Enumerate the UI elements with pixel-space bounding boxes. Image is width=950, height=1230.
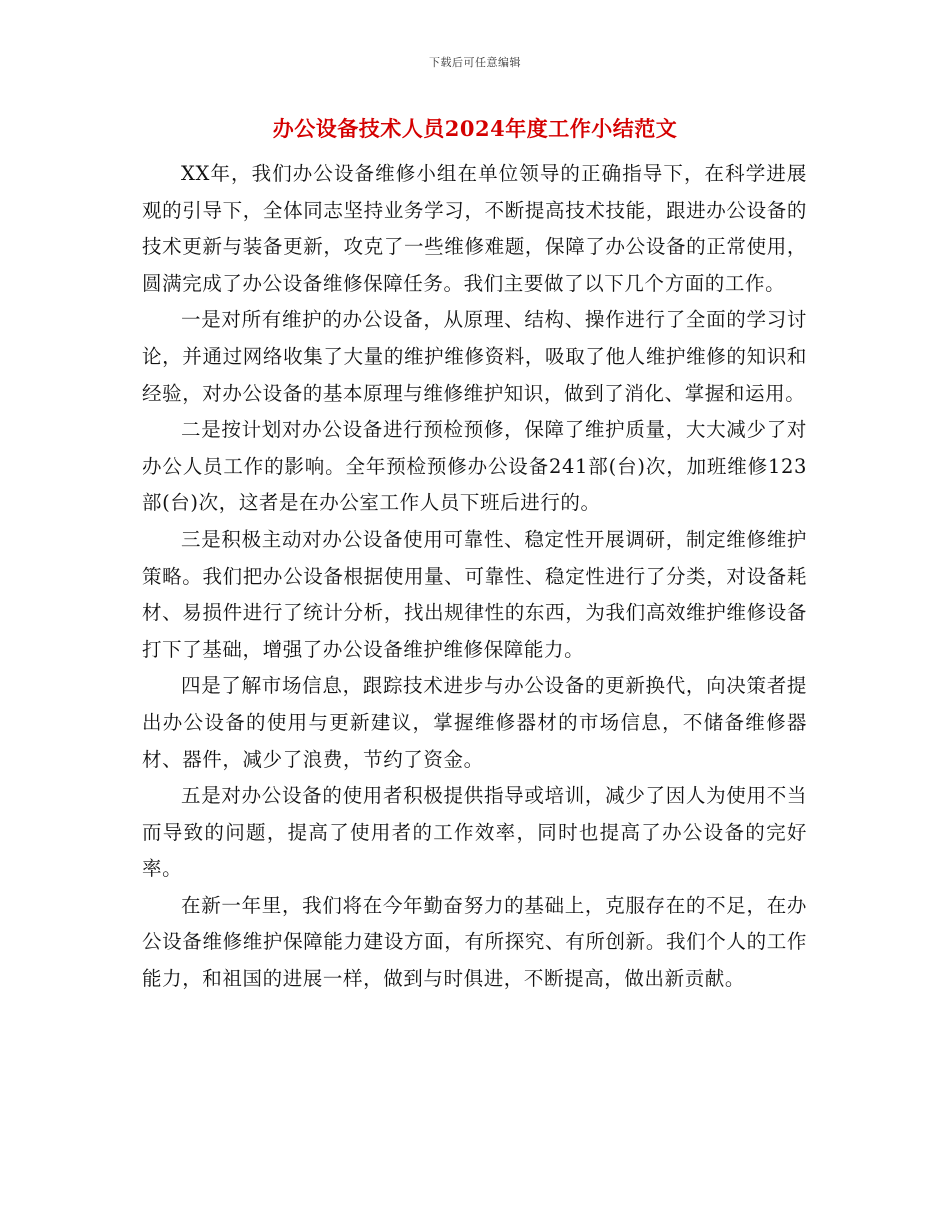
paragraph-conclusion: 在新一年里，我们将在今年勤奋努力的基础上，克服存在的不足，在办公设备维修维护保障能力建设方面，有所探究、有所创新。我们个人的工作能力，和祖国的进展一样，做到与时俱进，不断提高，做出新贡献。: [142, 893, 807, 991]
paragraph-intro: XX年，我们办公设备维修小组在单位领导的正确指导下，在科学进展观的引导下，全体同志坚持业务学习，不断提高技术技能，跟进办公设备的技术更新与装备更新，攻克了一些维修难题，保障了办公设备的正常使用，圆满完成了办公设备维修保障任务。我们主要做了以下几个方面的工作。: [142, 162, 807, 295]
paragraph-point-1: 一是对所有维护的办公设备，从原理、结构、操作进行了全面的学习讨论，并通过网络收集了大量的维护维修资料，吸取了他人维护维修的知识和经验，对办公设备的基本原理与维修维护知识，做到了消化、掌握和运用。: [142, 308, 807, 405]
paragraph-point-5: 五是对办公设备的使用者积极提供指导或培训，减少了因人为使用不当而导致的问题，提高了使用者的工作效率，同时也提高了办公设备的完好率。: [142, 784, 807, 881]
document-body: [142, 156, 807, 998]
header-note: 下载后可任意编辑: [429, 56, 521, 69]
paragraph-point-2: 二是按计划对办公设备进行预检预修，保障了维护质量，大大减少了对办公人员工作的影响。全年预检预修办公设备241部(台)次，加班维修123部(台)次，这者是在办公室工作人员下班后进行的。: [142, 418, 807, 515]
paragraph-point-4: 四是了解市场信息，跟踪技术进步与办公设备的更新换代，向决策者提出办公设备的使用与更新建议，掌握维修器材的市场信息，不储备维修器材、器件，减少了浪费，节约了资金。: [142, 674, 807, 771]
paragraph-point-3: 三是积极主动对办公设备使用可靠性、稳定性开展调研，制定维修维护策略。我们把办公设备根据使用量、可靠性、稳定性进行了分类，对设备耗材、易损件进行了统计分析，找出规律性的东西，为我们高效维护维修设备打下了基础，增强了办公设备维护维修保障能力。: [142, 527, 807, 661]
document-title: 办公设备技术人员2024年度工作小结范文: [272, 116, 678, 141]
